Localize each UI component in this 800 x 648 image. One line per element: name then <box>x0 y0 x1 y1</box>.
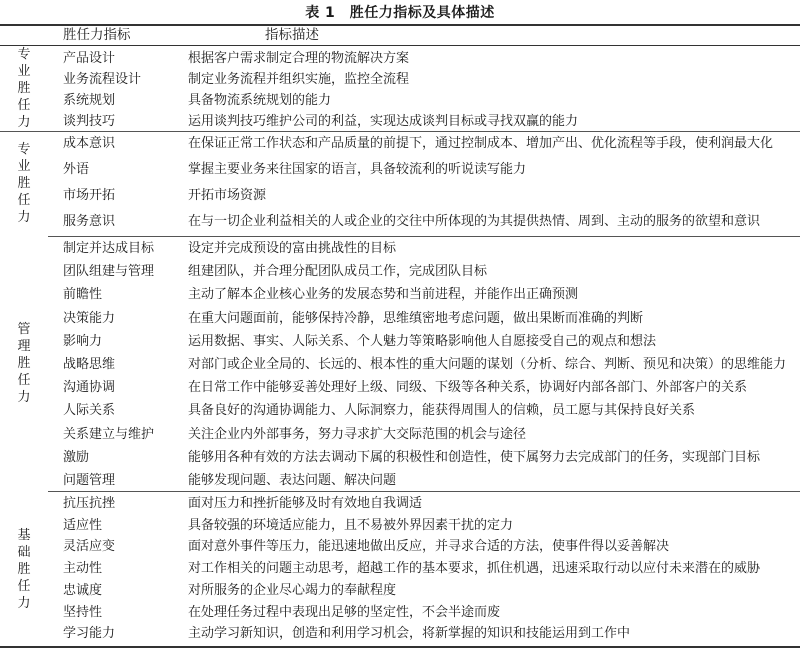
table-row <box>48 48 800 69</box>
indicator-description: 能够发现问题、表达问题、解决问题 <box>188 473 397 488</box>
table-row <box>48 238 800 259</box>
header-indicator: 胜任力指标 <box>63 27 131 43</box>
table-row <box>48 623 800 644</box>
indicator-description: 根据客户需求制定合理的物流解决方案 <box>188 51 410 66</box>
table-row <box>48 447 800 468</box>
table-row <box>48 377 800 398</box>
indicator-description: 具备物流系统规划的能力 <box>188 93 332 108</box>
indicator-description: 面对意外事件等压力，能迅速地做出反应，并寻求合适的方法，使事件得以妥善解决 <box>188 539 670 555</box>
table-row <box>48 354 800 375</box>
group-separator <box>48 491 800 492</box>
table-row <box>48 580 800 601</box>
table-row <box>48 558 800 579</box>
indicator-name: 市场开拓 <box>63 188 116 203</box>
indicator-description: 对工作相关的问题主动思考，超越工作的基本要求，抓住机遇，迅速采取行动以应付未来潜在的威胁 <box>188 561 761 577</box>
indicator-description: 设定并完成预设的富由挑战性的目标 <box>188 241 397 256</box>
indicator-name: 沟通协调 <box>63 380 116 396</box>
category-label <box>0 47 48 130</box>
table-row <box>48 400 800 421</box>
indicator-name: 灵活应变 <box>63 539 116 555</box>
indicator-description: 对部门或企业全局的、长远的、根本性的重大问题的谋划（分析、综合、判断、预见和决策）的思维能力 <box>188 357 787 372</box>
indicator-description: 掌握主要业务来往国家的语言，具备较流利的听说读写能力 <box>188 162 527 177</box>
table-row <box>48 284 800 305</box>
table-row <box>48 602 800 623</box>
indicator-name: 制定并达成目标 <box>63 241 155 256</box>
table-row <box>48 90 800 111</box>
indicator-description: 在重大问题面前，能够保持冷静，思维缜密地考虑问题，做出果断而准确的判断 <box>188 310 644 326</box>
indicator-description: 对所服务的企业尽心竭力的奉献程度 <box>188 582 397 598</box>
indicator-description: 运用谈判技巧维护公司的利益，实现达成谈判目标或寻找双赢的能力 <box>188 114 579 129</box>
table-row <box>48 211 800 232</box>
indicator-name: 激励 <box>63 449 90 465</box>
table-row <box>48 515 800 536</box>
category-text: 专业胜任力 <box>17 142 31 225</box>
indicator-description: 开拓市场资源 <box>188 188 267 203</box>
indicator-name: 抗压抗挫 <box>63 496 116 511</box>
indicator-name: 关系建立与维护 <box>63 426 155 442</box>
indicator-description: 组建团队，并合理分配团队成员工作，完成团队目标 <box>188 264 488 280</box>
indicator-name: 影响力 <box>63 333 103 349</box>
group-separator <box>0 131 800 132</box>
indicator-name: 系统规划 <box>63 93 116 108</box>
indicator-name: 忠诚度 <box>63 582 103 598</box>
table-caption: 表 1 胜任力指标及具体描述 <box>305 5 495 21</box>
header-rule <box>0 45 800 46</box>
indicator-description: 具备较强的环境适应能力，且不易被外界因素干扰的定力 <box>188 517 514 533</box>
indicator-name: 业务流程设计 <box>63 72 142 87</box>
table-row <box>48 424 800 445</box>
table-row <box>48 261 800 282</box>
indicator-description: 在与一切企业利益相关的人或企业的交往中所体现的为其提供热情、周到、主动的服务的欲望和意识 <box>188 214 761 229</box>
indicator-description: 在保证正常工作状态和产品质量的前提下，通过控制成本、增加产出、优化流程等手段，使利润最大化 <box>188 136 774 151</box>
indicator-name: 团队组建与管理 <box>63 264 155 280</box>
indicator-name: 主动性 <box>63 561 103 577</box>
table-row <box>48 470 800 491</box>
indicator-name: 外语 <box>63 162 90 177</box>
table-row <box>48 493 800 514</box>
indicator-name: 人际关系 <box>63 403 116 419</box>
indicator-name: 战略思维 <box>63 357 116 372</box>
indicator-name: 产品设计 <box>63 51 116 66</box>
indicator-description: 具备良好的沟通协调能力、人际洞察力，能获得周围人的信赖，员工愿与其保持良好关系 <box>188 403 696 419</box>
indicator-description: 主动了解本企业核心业务的发展态势和当前进程，并能作出正确预测 <box>188 287 579 303</box>
header-description: 指标描述 <box>265 27 319 43</box>
category-text: 基础胜任力 <box>17 527 31 611</box>
table-row <box>48 308 800 329</box>
indicator-name: 成本意识 <box>63 136 116 151</box>
table-row <box>48 69 800 90</box>
category-text: 管理胜任力 <box>17 322 31 405</box>
table-row <box>48 133 800 154</box>
category-label <box>0 132 48 235</box>
indicator-description: 在日常工作中能够妥善处理好上级、同级、下级等各种关系，协调好内部各部门、外部客户的关系 <box>188 380 748 396</box>
group-separator <box>48 236 800 237</box>
indicator-description: 关注企业内外部事务，努力寻求扩大交际范围的机会与途径 <box>188 426 527 442</box>
table-row <box>48 159 800 180</box>
indicator-name: 坚持性 <box>63 604 103 620</box>
indicator-name: 学习能力 <box>63 626 116 642</box>
category-label <box>0 237 48 490</box>
table-row <box>48 536 800 557</box>
table-row <box>48 111 800 132</box>
table-row <box>48 185 800 206</box>
indicator-description: 主动学习新知识，创造和利用学习机会，将新掌握的知识和技能运用到工作中 <box>188 626 631 642</box>
indicator-description: 运用数据、事实、人际关系、个人魅力等策略影响他人自愿接受自己的观点和想法 <box>188 333 657 349</box>
indicator-name: 前瞻性 <box>63 287 103 303</box>
indicator-name: 问题管理 <box>63 473 116 488</box>
indicator-description: 能够用各种有效的方法去调动下属的积极性和创造性，使下属努力去完成部门的任务，实现部门目标 <box>188 449 761 465</box>
indicator-name: 决策能力 <box>63 310 116 326</box>
table-row <box>48 331 800 352</box>
category-label <box>0 492 48 646</box>
indicator-description: 制定业务流程并组织实施，监控全流程 <box>188 72 410 87</box>
indicator-name: 适应性 <box>63 517 103 533</box>
indicator-name: 服务意识 <box>63 214 116 229</box>
indicator-name: 谈判技巧 <box>63 114 116 129</box>
category-text: 专业胜任力 <box>17 47 31 130</box>
indicator-description: 在处理任务过程中表现出足够的坚定性，不会半途而废 <box>188 604 501 620</box>
indicator-description: 面对压力和挫折能够及时有效地自我调适 <box>188 496 423 511</box>
